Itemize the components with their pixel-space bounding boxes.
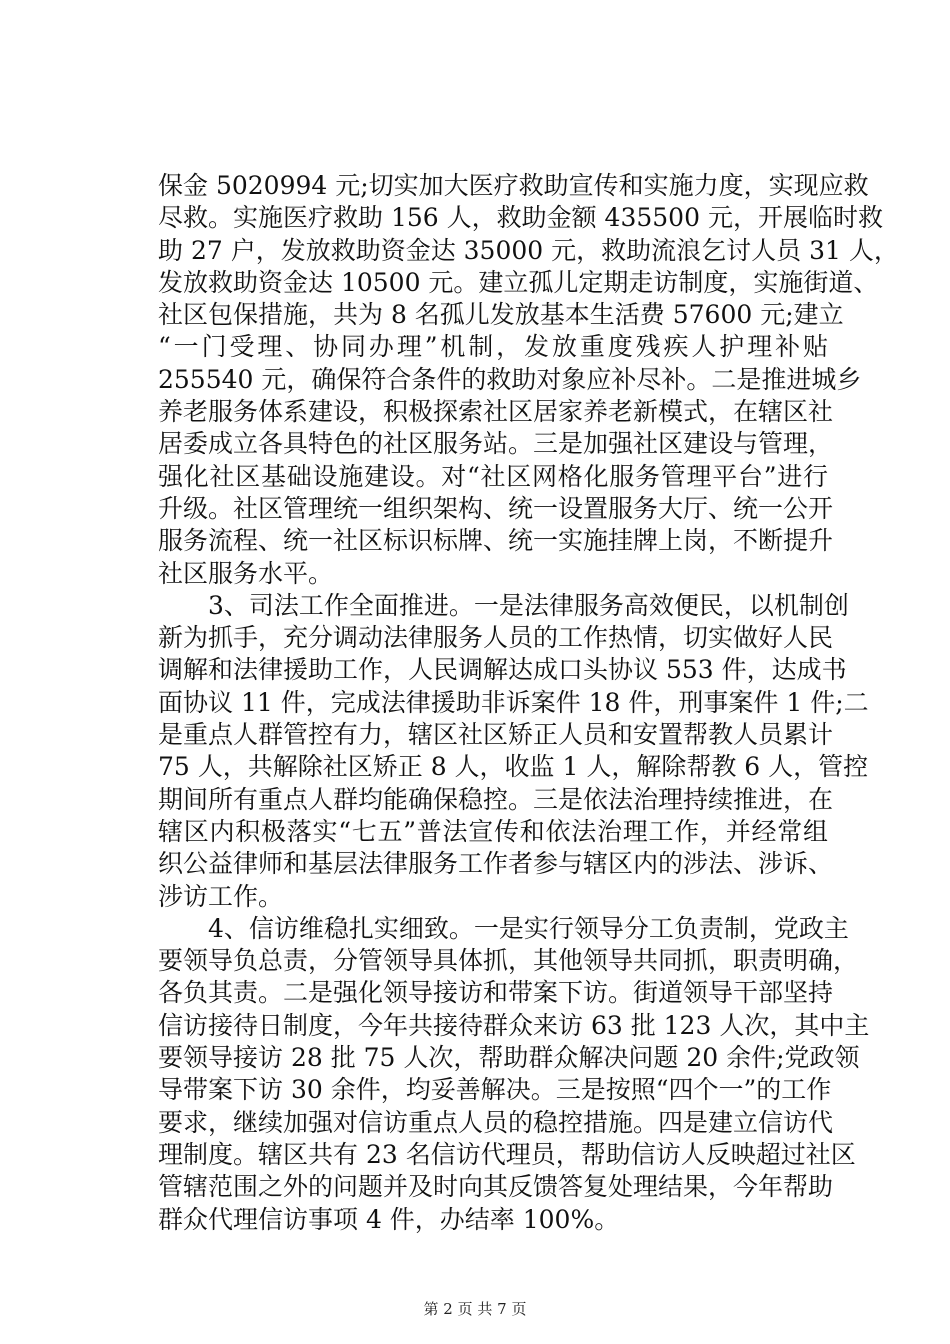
text-line: 升级。社区管理统一组织架构、统一设置服务大厅、统一公开	[158, 493, 834, 523]
text-line: 各负其责。二是强化领导接访和带案下访。街道领导干部坚持	[158, 978, 834, 1008]
text-line: 助 27 户，发放救助资金达 35000 元，救助流浪乞讨人员 31 人，	[158, 235, 899, 265]
text-line: 尽救。实施医疗救助 156 人，救助金额 435500 元，开展临时救	[158, 203, 883, 233]
text-line: “一门受理、协同办理”机制，发放重度残疾人护理补贴	[158, 332, 828, 362]
text-line: 辖区内积极落实“七五”普法宣传和依法治理工作，并经常组	[158, 816, 828, 846]
text-line: 发放救助资金达 10500 元。建立孤儿定期走访制度，实施街道、	[158, 267, 879, 297]
text-line: 社区包保措施，共为 8 名孤儿发放基本生活费 57600 元;建立	[158, 300, 844, 330]
text-line: 导带案下访 30 余件，均妥善解决。三是按照“四个一”的工作	[158, 1075, 832, 1105]
text-line: 要领导负总责，分管领导具体抓，其他领导共同抓，职责明确，	[158, 946, 859, 976]
text-line: 255540 元，确保符合条件的救助对象应补尽补。二是推进城乡	[158, 364, 862, 394]
text-line: 涉访工作。	[158, 881, 284, 911]
text-line: 强化社区基础设施建设。对“社区网格化服务管理平台”进行	[158, 461, 828, 491]
text-line: 信访接待日制度，今年共接待群众来访 63 批 123 人次，其中主	[158, 1010, 870, 1040]
text-line: 面协议 11 件，完成法律援助非诉案件 18 件，刑事案件 1 件;二	[158, 687, 869, 717]
text-line: 养老服务体系建设，积极探索社区居家养老新模式，在辖区社	[158, 397, 834, 427]
document-body	[158, 170, 899, 1236]
text-line: 织公益律师和基层法律服务工作者参与辖区内的涉法、涉诉、	[158, 849, 834, 879]
text-line: 要求，继续加强对信访重点人员的稳控措施。四是建立信访代	[158, 1107, 834, 1137]
text-line: 要领导接访 28 批 75 人次，帮助群众解决问题 20 余件;党政领	[158, 1043, 860, 1073]
text-line: 调解和法律援助工作，人民调解达成口头协议 553 件，达成书	[158, 655, 847, 685]
text-line: 居委成立各具特色的社区服务站。三是加强社区建设与管理，	[158, 429, 834, 459]
text-line: 3、司法工作全面推进。一是法律服务高效便民，以机制创	[208, 590, 849, 620]
text-line: 群众代理信访事项 4 件，办结率 100%。	[158, 1204, 620, 1234]
text-line: 新为抓手，充分调动法律服务人员的工作热情，切实做好人民	[158, 623, 834, 653]
text-line: 4、信访维稳扎实细致。一是实行领导分工负责制，党政主	[208, 913, 849, 943]
text-line: 服务流程、统一社区标识标牌、统一实施挂牌上岗，不断提升	[158, 526, 834, 556]
text-line: 期间所有重点人群均能确保稳控。三是依法治理持续推进，在	[158, 784, 834, 814]
text-line: 是重点人群管控有力，辖区社区矫正人员和安置帮教人员累计	[158, 720, 834, 750]
text-line: 保金 5020994 元;切实加大医疗救助宣传和实施力度，实现应救	[158, 171, 869, 200]
text-line: 管辖范围之外的问题并及时向其反馈答复处理结果，今年帮助	[158, 1172, 834, 1202]
page-footer: 第 2 页 共 7 页	[423, 1300, 527, 1318]
text-line: 社区服务水平。	[158, 558, 334, 588]
text-line: 75 人，共解除社区矫正 8 人，收监 1 人，解除帮教 6 人，管控	[158, 752, 869, 782]
text-line: 理制度。辖区共有 23 名信访代理员，帮助信访人反映超过社区	[158, 1139, 856, 1169]
